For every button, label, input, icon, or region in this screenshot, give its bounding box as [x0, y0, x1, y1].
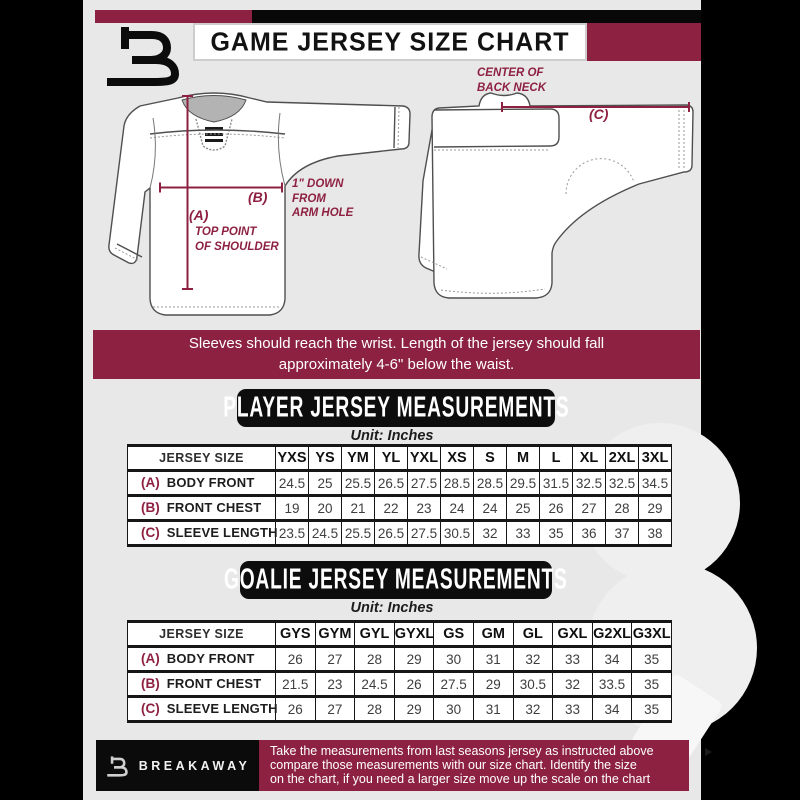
- measurement-value: 33.5: [592, 672, 632, 697]
- measurement-value: 28: [606, 496, 639, 521]
- measurement-value: 30.5: [441, 521, 474, 546]
- row-label: BODY FRONT: [166, 475, 255, 490]
- row-key: (B): [141, 676, 160, 691]
- measurement-value: 35: [632, 697, 672, 722]
- left-black-bar: [0, 0, 83, 800]
- measurement-value: 35: [632, 647, 672, 672]
- measurement-value: 23: [408, 496, 441, 521]
- measurement-value: 30: [434, 647, 474, 672]
- size-column-header: YM: [342, 446, 375, 471]
- measurement-value: 32: [513, 647, 553, 672]
- notice-banner: Sleeves should reach the wrist. Length of the jersey should fall approximately 4-6" below the waist.: [93, 330, 700, 379]
- measurement-label: [128, 672, 276, 697]
- measurement-value: 21.5: [276, 672, 316, 697]
- measurement-row: [128, 521, 672, 546]
- measurement-value: 28: [355, 647, 395, 672]
- measurement-value: 27.5: [434, 672, 474, 697]
- measurement-value: 24.5: [355, 672, 395, 697]
- jersey-size-corner-label: JERSEY SIZE: [128, 446, 276, 471]
- measurement-row: [128, 697, 672, 722]
- marker-b-label: (B): [248, 189, 268, 205]
- measurement-value: 35: [632, 672, 672, 697]
- footer-brand-box: [96, 740, 259, 791]
- size-column-header: M: [507, 446, 540, 471]
- size-column-header: L: [540, 446, 573, 471]
- measurement-value: 24: [474, 496, 507, 521]
- measurement-row: [128, 672, 672, 697]
- goalie-measurements-table: [127, 620, 672, 723]
- player-section-heading: PLAYER JERSEY MEASUREMENTS: [237, 389, 555, 427]
- size-column-header: GYS: [276, 622, 316, 647]
- row-key: (A): [141, 651, 160, 666]
- measurement-value: 22: [375, 496, 408, 521]
- measurement-value: 38: [639, 521, 672, 546]
- size-column-header: XS: [441, 446, 474, 471]
- measurement-value: 30.5: [513, 672, 553, 697]
- measurement-value: 26.5: [375, 521, 408, 546]
- measurement-value: 26: [276, 647, 316, 672]
- player-measurements-table: [127, 444, 672, 547]
- measurement-label: [128, 521, 276, 546]
- header-accent-block: [587, 23, 701, 61]
- measurement-value: 23.5: [276, 521, 309, 546]
- breakaway-b-logo-small-icon: [105, 754, 131, 778]
- measurement-value: 19: [276, 496, 309, 521]
- measurement-value: 32: [553, 672, 593, 697]
- size-column-header: GXL: [553, 622, 593, 647]
- footer-instructions: Take the measurements from last seasons jersey as instructed above compare those measurements with our size chart. Identify the size on the chart, if you need a larger size move up the scale on the chart: [259, 740, 689, 791]
- header-stripe-black: [252, 10, 701, 23]
- goalie-section-heading: GOALIE JERSEY MEASUREMENTS: [240, 561, 552, 599]
- jersey-back-diagram: [419, 93, 693, 298]
- measurement-value: 27: [315, 697, 355, 722]
- measurement-value: 28.5: [441, 471, 474, 496]
- measurement-value: 28.5: [474, 471, 507, 496]
- size-column-header: YXS: [276, 446, 309, 471]
- measurement-value: 25.5: [342, 521, 375, 546]
- size-column-header: 3XL: [639, 446, 672, 471]
- measurement-value: 33: [553, 697, 593, 722]
- measurement-value: 33: [507, 521, 540, 546]
- row-label: BODY FRONT: [166, 651, 255, 666]
- marker-c-label: (C): [589, 106, 609, 122]
- measurement-value: 29.5: [507, 471, 540, 496]
- measurement-value: 32: [513, 697, 553, 722]
- size-column-header: YS: [309, 446, 342, 471]
- measurement-value: 25: [507, 496, 540, 521]
- measurement-value: 26: [276, 697, 316, 722]
- size-column-header: XL: [573, 446, 606, 471]
- row-key: (B): [141, 500, 160, 515]
- size-column-header: GYM: [315, 622, 355, 647]
- measurement-value: 27.5: [408, 521, 441, 546]
- measurement-label: [128, 496, 276, 521]
- measurement-value: 26.5: [375, 471, 408, 496]
- row-key: (C): [141, 525, 160, 540]
- row-label: SLEEVE LENGTH: [166, 701, 278, 716]
- row-label: SLEEVE LENGTH: [166, 525, 278, 540]
- row-key: (A): [141, 475, 160, 490]
- measurement-value: 26: [540, 496, 573, 521]
- measurement-value: 31: [473, 697, 513, 722]
- measurement-value: 26: [394, 672, 434, 697]
- measurement-value: 34: [592, 647, 632, 672]
- row-key: (C): [141, 701, 160, 716]
- measurement-value: 29: [394, 697, 434, 722]
- measurement-value: 29: [394, 647, 434, 672]
- measurement-value: 20: [309, 496, 342, 521]
- mouse-cursor-icon: [705, 748, 712, 756]
- marker-a-description: TOP POINT OF SHOULDER: [195, 226, 279, 253]
- size-column-header: GYL: [355, 622, 395, 647]
- row-label: FRONT CHEST: [166, 676, 262, 691]
- measurement-value: 23: [315, 672, 355, 697]
- page-title: GAME JERSEY SIZE CHART: [210, 26, 570, 57]
- measurement-value: 32.5: [606, 471, 639, 496]
- measurement-value: 27: [573, 496, 606, 521]
- measurement-value: 31.5: [540, 471, 573, 496]
- measurement-value: 24.5: [276, 471, 309, 496]
- size-column-header: GL: [513, 622, 553, 647]
- size-column-header: G3XL: [632, 622, 672, 647]
- size-column-header: YL: [375, 446, 408, 471]
- measurement-value: 36: [573, 521, 606, 546]
- measurement-value: 32: [474, 521, 507, 546]
- measurement-value: 34.5: [639, 471, 672, 496]
- measurement-value: 28: [355, 697, 395, 722]
- measurement-value: 32.5: [573, 471, 606, 496]
- measurement-row: [128, 496, 672, 521]
- row-label: FRONT CHEST: [166, 500, 262, 515]
- player-unit-label: Unit: Inches: [350, 428, 434, 444]
- breakaway-wordmark: BREAKAWAY: [138, 758, 251, 773]
- measurement-value: 33: [553, 647, 593, 672]
- measurement-value: 24.5: [309, 521, 342, 546]
- measurement-value: 30: [434, 697, 474, 722]
- measurement-value: 31: [473, 647, 513, 672]
- measurement-value: 25.5: [342, 471, 375, 496]
- measurement-value: 27.5: [408, 471, 441, 496]
- title-box: [193, 23, 587, 61]
- marker-a-label: (A): [189, 207, 209, 223]
- size-column-header: YXL: [408, 446, 441, 471]
- measurement-label: [128, 697, 276, 722]
- center-back-neck-label: CENTER OF BACK NECK: [477, 67, 546, 94]
- measurement-value: 27: [315, 647, 355, 672]
- measurement-row: [128, 471, 672, 496]
- measurement-value: 37: [606, 521, 639, 546]
- measurement-value: 35: [540, 521, 573, 546]
- marker-b-description: 1" DOWN FROM ARM HOLE: [292, 178, 354, 219]
- measurement-value: 29: [639, 496, 672, 521]
- size-column-header: GM: [473, 622, 513, 647]
- size-column-header: S: [474, 446, 507, 471]
- measurement-label: [128, 647, 276, 672]
- measurement-value: 21: [342, 496, 375, 521]
- measurement-value: 34: [592, 697, 632, 722]
- measurement-value: 25: [309, 471, 342, 496]
- measurement-row: [128, 647, 672, 672]
- measurement-value: 29: [473, 672, 513, 697]
- goalie-unit-label: Unit: Inches: [350, 600, 434, 616]
- size-column-header: GS: [434, 622, 474, 647]
- size-column-header: GYXL: [394, 622, 434, 647]
- measurement-label: [128, 471, 276, 496]
- jersey-diagrams: [83, 61, 701, 333]
- measurement-value: 24: [441, 496, 474, 521]
- jersey-size-corner-label: JERSEY SIZE: [128, 622, 276, 647]
- size-column-header: 2XL: [606, 446, 639, 471]
- size-column-header: G2XL: [592, 622, 632, 647]
